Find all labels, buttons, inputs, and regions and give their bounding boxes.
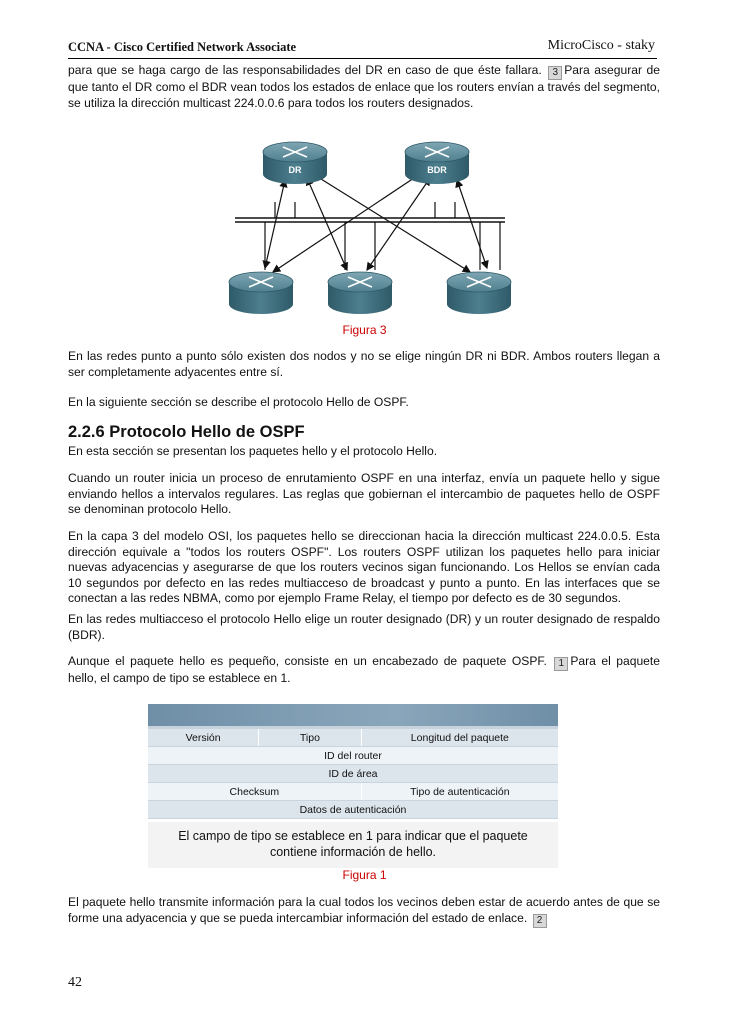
layer3-paragraph: En la capa 3 del modelo OSI, los paquetes hello se direccionan hacia la dirección multicast 224.0.0.5. Esta dirección equivale a "todos los routers OSPF". Los routers OSPF utilizan los paquetes hello para iniciar nuevas adyacencias y asegurarse de que los routers vecinos sigan funcionando. Los Hellos se envían cada 10 segundos por defecto en las redes multiacceso de broadcast y punto a punto. En las interfaces que se conectan a las redes NBMA, como por ejemplo Frame Relay, el tiempo por defecto es de 30 segundos. [68, 529, 660, 606]
table-row [148, 765, 558, 783]
small-packet-text-2: Para el paquete hello, el campo de tipo se establece en 1. [68, 654, 660, 685]
ospf-header-table [148, 729, 558, 819]
figure-3-caption: Figura 3 [342, 323, 387, 337]
bdr-label: BDR [427, 165, 447, 175]
header-title: CCNA - Cisco Certified Network Associate [68, 40, 297, 54]
field-auth-type: Tipo de autenticación [361, 783, 558, 801]
multiaccess-paragraph: En las redes multiacceso el protocolo Hello elige un router designado (DR) y un router designado de respaldo (BDR). [68, 612, 660, 642]
ptp-paragraph: En las redes punto a punto sólo existen dos nodos y no se elige ningún DR ni BDR. Ambos routers llegan a ser completamente adyacentes entre sí. [68, 349, 660, 379]
router-middle-icon [328, 272, 392, 314]
adjacency-arrows [265, 174, 487, 272]
field-area-id: ID de área [148, 765, 558, 783]
router-left-icon [229, 272, 293, 314]
small-packet-paragraph [68, 654, 660, 687]
page-number: 42 [68, 975, 82, 990]
field-checksum: Checksum [148, 783, 361, 801]
next-section-paragraph: En la siguiente sección se describe el protocolo Hello de OSPF. [68, 395, 409, 409]
dr-router-icon [263, 142, 327, 184]
figure-banner [148, 704, 558, 726]
table-row [148, 801, 558, 819]
small-packet-text-1: Aunque el paquete hello es pequeño, consiste en un encabezado de paquete OSPF. [68, 654, 547, 668]
section-heading: 2.2.6 Protocolo Hello de OSPF [68, 423, 305, 441]
bdr-router-icon [405, 142, 469, 184]
table-row [148, 729, 558, 747]
segment-drops [265, 202, 500, 270]
intro-text-1: para que se haga cargo de las responsabilidades del DR en caso de que éste fallara. [68, 63, 542, 77]
table-row [148, 747, 558, 765]
field-version: Versión [148, 729, 259, 747]
router-right-icon [447, 272, 511, 314]
figure-note-line-1: El campo de tipo se establece en 1 para indicar que el paquete [178, 829, 528, 843]
header-author: MicroCisco - staky [547, 38, 655, 53]
figure-2-link-icon[interactable]: 2 [533, 914, 547, 928]
ospf-header-figure [148, 704, 558, 869]
intro-paragraph [68, 63, 660, 111]
field-router-id: ID del router [148, 747, 558, 765]
table-row [148, 783, 558, 801]
figure-1-link-icon[interactable]: 1 [554, 657, 568, 671]
field-type: Tipo [259, 729, 362, 747]
field-auth-data: Datos de autenticación [148, 801, 558, 819]
figure-note [148, 822, 558, 868]
intro-text-2: Para asegurar de que tanto el DR como el BDR vean todos los estados de enlace que los routers envían a través del segmento, se utiliza la dirección multicast 224.0.0.6 para todos los routers designados. [68, 63, 660, 110]
figure-3-link-icon[interactable]: 3 [548, 66, 562, 80]
last-text: El paquete hello transmite información para la cual todos los vecinos deben estar de acuerdo antes de que se forme una adyacencia y que se pueda intercambiar información del estado de enlace. [68, 895, 660, 925]
dr-label: DR [288, 165, 302, 175]
last-paragraph [68, 895, 660, 928]
header-rule [68, 58, 657, 59]
dr-bdr-diagram [225, 130, 515, 320]
figure-1-caption: Figura 1 [342, 868, 387, 882]
hello-start-paragraph: Cuando un router inicia un proceso de enrutamiento OSPF en una interfaz, envía un paquete hello y sigue enviando hellos a intervalos regulares. Las reglas que gobiernan el intercambio de paquetes hello de OSPF se denominan protocolo Hello. [68, 471, 660, 517]
field-length: Longitud del paquete [361, 729, 558, 747]
figure-note-line-2: contiene información de hello. [269, 845, 437, 859]
hello-intro-paragraph: En esta sección se presentan los paquetes hello y el protocolo Hello. [68, 444, 438, 458]
